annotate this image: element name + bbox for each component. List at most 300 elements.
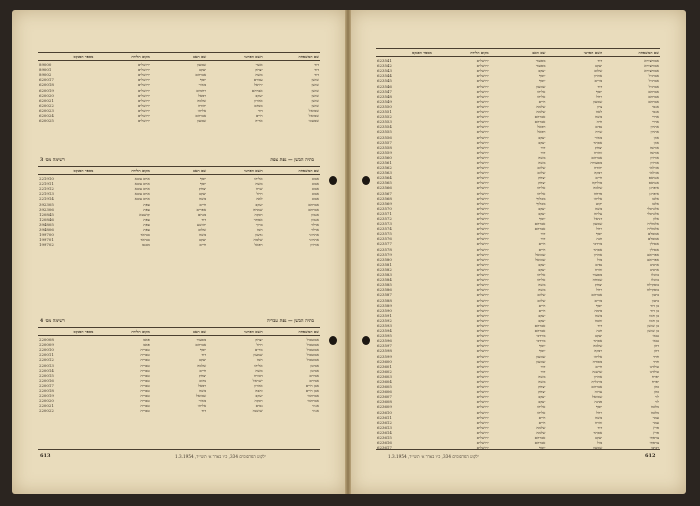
table-cell: 623552 [377,114,392,120]
table-cell: יעקב [538,266,546,272]
table-cell: ירושלים [476,409,489,415]
table-cell: טבריה [140,362,150,368]
table-cell: בן שושן [647,322,659,328]
table-cell: זהרה [594,419,603,425]
table-cell: טבריה [140,352,150,358]
table-cell: דוד [201,352,207,358]
table-cell: ירושלים [476,312,489,318]
table-cell: לאה [595,109,603,115]
table-cell: אוזן [653,134,659,140]
table-cell: 623612 [377,419,392,425]
table-cell: כהן [653,389,659,395]
table-cell: ירושלים [137,97,150,103]
table-cell: שמואל [308,107,319,113]
table-cell: משה [538,373,546,379]
table-cell: לוי [655,399,659,405]
table-cell: 623577 [377,241,392,247]
table-cell: משה [594,312,603,318]
table-cell: יוסף [595,88,603,94]
table-cell: אמסלם [647,236,659,242]
table-cell: ירושלים [476,241,489,247]
column-header: מספר הפנקס [411,50,432,55]
table-cell: שמעוני [308,118,319,124]
table-cell: 623616 [377,440,392,446]
table-cell: ירושלים [137,118,150,124]
table-cell: יעקב [538,139,546,145]
column-header: השם הפרטי [244,329,263,334]
footer-rule [38,449,320,450]
table-cell: שמעון [592,221,603,227]
table-cell: אברהם [534,119,546,125]
table-cell: דהן [653,348,659,354]
table-cell: פרץ [653,424,659,430]
table-cell: 623543 [377,68,392,74]
table-cell: ירושלים [476,103,489,109]
table-cell: ארם צובא [134,181,150,187]
table-cell: שושן [311,92,319,98]
table-cell: ירושלים [476,63,489,69]
table-cell: 623609 [377,404,392,410]
table-cell: 623576 [377,236,392,242]
table-cell: שלום [537,297,546,303]
table-cell: רפאל [537,124,546,130]
table-cell: חיים [595,363,603,369]
table-cell: יעקב [255,92,263,98]
table-cell: שמואל [308,113,319,119]
column-header: מספר הפנקס [73,329,94,334]
table-cell: שלמה [253,237,263,243]
table-cell: מנחם [254,102,263,108]
table-cell: 220012 [38,357,54,363]
table-cell: אבוב [311,176,319,182]
table-cell: גבאי [652,338,659,344]
table-cell: חדד [652,353,659,359]
table-cell: דוד [597,322,603,328]
table-cell: 623546 [377,83,392,89]
table-cell: 220011 [38,352,54,358]
table-cell: 120846 [38,216,54,222]
table-cell: אברהם [195,113,207,119]
table-cell: 623600 [377,358,392,364]
table-header [38,327,320,336]
table-cell: אסתר [253,216,263,222]
table-cell: ירושלים [476,68,489,74]
right-page-number: 612 [645,453,656,459]
table-cell: אשר [255,62,263,68]
table-cell: משה [255,72,263,78]
table-cell: מרדכי [536,338,546,344]
table-cell: ירושלים [476,144,489,150]
table-cell: אברהמי [307,393,319,399]
table-cell: עזיזה [594,389,603,395]
table-cell: עמרם [253,77,263,83]
table-cell: שמואל [535,251,546,257]
table-cell: 623573 [377,221,392,227]
table-cell: 623581 [377,261,392,267]
table-cell: אבוטבול [306,347,319,353]
table-cell: יוסף [199,347,207,353]
table-cell: אטיאס [648,175,659,181]
table-cell: רביבו [651,445,659,451]
table-cell: ירושלים [476,435,489,441]
table-cell: 220017 [38,382,54,388]
table-cell: אסתר [593,338,603,344]
column-header: שם האב [193,54,207,59]
table-cell: 623593 [377,322,392,328]
table-cell: יצחק [255,67,263,73]
table-cell: חיים [255,113,263,119]
table-cell: יוסף [539,73,546,79]
table-cell: ירושלים [476,180,489,186]
table-cell: 623590 [377,307,392,313]
table-cell: ירושלים [476,440,489,446]
table-cell: ירושלים [476,73,489,79]
table-cell: 623557 [377,139,392,145]
table-cell: אברהם [534,435,546,441]
table-cell: אגוזי [312,403,319,409]
table-cell: שמעון [253,352,263,358]
table-cell: ירושלים [476,399,489,405]
table-cell: לוי [655,394,659,400]
table-cell: 623545 [377,78,392,84]
table-cell: 623606 [377,389,392,395]
table-cell: משה [255,367,263,373]
table-cell: 623566 [377,185,392,191]
table-cell: אגסי [652,103,659,109]
table-cell: טבריה [140,398,150,404]
table-cell: 623562 [377,165,392,171]
table-cell: 623541 [377,58,392,64]
table-cell: אבן חיים [305,388,319,394]
table-cell: 623563 [377,170,392,176]
table-cell: ברוך [255,221,263,227]
table-cell: רבקה [254,211,263,217]
table-cell: 620023 [38,107,54,113]
table-cell: אליהו [536,272,546,278]
table-cell: אליהו [254,176,263,182]
table-cell: 392306 [38,206,54,212]
table-cell: 623597 [377,343,392,349]
table-cell: מסעודה [590,159,603,165]
table-cell: 394806 [38,227,54,233]
table-cell: צפת [143,216,150,222]
table-cell: מרים [594,78,603,84]
table-cell: ירושלים [476,226,489,232]
table-cell: רפאל [198,92,207,98]
table-cell: ירושלים [476,78,489,84]
table-cell: מסעוד [535,63,546,69]
table-cell: חיה [596,119,603,125]
table-cell: רחל [596,226,603,232]
column-header: מספר הפנקס [73,168,94,173]
table-header [38,52,320,61]
table-cell: ירושלים [476,88,489,94]
table-cell: דוד [257,107,263,113]
table-cell: אבוב [311,181,319,187]
table-cell: שושן [311,77,319,83]
table-cell: ירושלים [476,414,489,420]
table-cell: 623582 [377,266,392,272]
table-cell: אלמליח [647,226,659,232]
table-cell: מלכה [650,404,659,410]
table-cell: מרים [594,297,603,303]
table-cell: 623578 [377,246,392,252]
table-cell: אליהו [254,362,263,368]
table-cell: שלמה [536,429,546,435]
table-cell: בן חמו [649,317,659,323]
table-cell: אפריאט [647,256,659,262]
table-cell: אליהו [197,107,207,113]
table-cell: אהרוני [309,232,319,238]
table-cell: ירושלים [137,82,150,88]
right-footer: ילקוט הפרסומים 334, כ״ו באדר א׳ תשי״ד, 1.3.1954 [388,454,479,459]
table-cell: 623564 [377,175,392,181]
table-cell: 221914 [38,196,54,202]
table-cell: יוסף [199,176,207,182]
table-cell: אדרי [651,114,659,120]
table-cell: ירושלים [476,195,489,201]
table-cell: 623570 [377,205,392,211]
table-cell: זהבה [255,388,263,394]
table-cell: אוחנה [649,144,659,150]
table-cell: מאיר [198,82,207,88]
table-cell: דוד [597,83,603,89]
table-cell: 623610 [377,409,392,415]
table-cell: ירושלים [476,185,489,191]
table-cell: מסודה [592,358,603,364]
table-cell: שלום [537,170,546,176]
table-cell: אבוחצירא [644,68,659,74]
table-cell: ארביב [649,266,659,272]
table-cell: יעקב [538,394,546,400]
table-cell: 89001 [38,67,52,73]
table-cell: אבן חיים [305,382,319,388]
table-cell: ירושלים [476,190,489,196]
table-cell: אריה [255,118,263,124]
table-cell: יעקב [595,333,603,339]
table-cell: ירושלים [476,216,489,221]
table-cell: 623555 [377,129,392,135]
table-cell: ירושלים [476,445,489,451]
table-cell: אגמון [311,211,319,217]
table-cell: אפריאט [647,251,659,257]
table-cell: 623567 [377,190,392,196]
table-cell: אליהו [536,404,546,410]
table-cell: יצחק [537,175,546,181]
table-cell: משה [198,388,207,394]
table-cell: יעקב [595,63,603,69]
column-header: מקום הלידה [131,329,150,334]
table-cell: 623554 [377,124,392,130]
table-cell: שלמה [197,362,207,368]
table-cell: ביטון [651,297,659,303]
table-cell: ירושלים [476,333,489,339]
table-cell: ירושלים [476,419,489,425]
table-cell: אברהם [308,201,319,207]
table-cell: ירושלים [476,368,489,374]
table-cell: סימה [594,307,603,313]
table-cell: אברהם [648,98,659,104]
table-cell: 620018 [38,82,54,88]
table-cell: אבוחצירא [644,63,659,69]
table-cell: ירושלים [476,134,489,140]
table-cell: טבריה [140,357,150,363]
table-cell: אברגיל [648,73,659,79]
table-cell: מזל [596,440,603,446]
table-cell: ירושלים [476,363,489,369]
table-cell: מנחם [197,211,207,217]
table-cell: יצחק [594,144,603,150]
table-cell: ירושלים [476,98,489,104]
table-cell: ירושלים [476,429,489,435]
table-cell: ירושלים [476,165,489,171]
table-cell: חיים [199,201,207,207]
table-cell: שמעון [592,445,603,451]
table-cell: דוד [540,144,546,150]
table-cell: יעקב [538,134,546,140]
table-cell: 623542 [377,63,392,69]
table-cell: משה [594,414,603,420]
table-cell: עליזה [593,210,603,216]
table-cell: רפאל [537,129,546,135]
table-cell: 623585 [377,282,392,288]
table-cell: יעקב [255,393,263,399]
table-cell: אברהם [308,206,319,212]
table-cell: איפרגן [649,185,659,191]
table-cell: בגדאד [140,232,150,238]
table-cell: 623580 [377,256,392,262]
table-cell: אביטן [310,367,319,373]
table-cell: עמר [652,414,659,420]
table-cell: טבריה [140,372,150,378]
column-header: השם הפרטי [583,50,603,55]
table-cell: אבוב [311,186,319,192]
table-cell: יהושע [196,221,207,227]
left-bottom-table [38,327,320,414]
table-cell: שרה [255,186,263,192]
table-cell: יקוט [595,200,603,206]
table-cell: אסתר [593,246,603,252]
table-cell: 623565 [377,180,392,186]
table-cell: 199701 [38,237,54,243]
table-cell: 623574 [377,226,392,232]
table-cell: אדרי [651,119,659,125]
table-cell: פנינה [594,399,603,405]
table-cell: ירושלים [476,119,489,125]
table-cell: פאס [143,342,150,348]
table-cell: פרחה [593,190,603,196]
table-cell: בן שושן [647,328,659,334]
left-footer: ילקוט הפרסומים 334, כ״ו באדר א׳ תשי״ד, 1.3.1954 [175,454,266,459]
table-cell: 623599 [377,353,392,359]
table-cell: 620025 [38,118,54,124]
table-cell: ירושלים [137,92,150,98]
table-cell: אהרון [593,251,603,257]
table-cell: בוסקילה [646,282,659,288]
table-cell: 220013 [38,362,54,368]
table-cell: חנה [256,227,263,233]
table-cell: אבוב [311,196,319,202]
table-cell: יוסף [539,78,546,84]
table-cell: ירושלים [476,114,489,120]
table-cell: שושן [311,87,319,93]
table-cell: ירושלים [476,282,489,288]
table-cell: ירושלים [476,154,489,160]
table-cell: 220020 [38,398,54,404]
table-cell: משה [198,196,207,202]
table-cell: 623556 [377,134,392,140]
table-cell: 623548 [377,93,392,99]
table-cell: ירושלים [476,317,489,323]
table-cell: צפת [143,206,150,212]
table-cell: 623588 [377,297,392,303]
table-cell: אליהו [536,277,546,283]
table-cell: ארם צובא [134,186,150,192]
table-cell: שלמה [536,103,546,109]
table-cell: אברהם [534,114,546,120]
table-cell: צרפתי [649,435,659,441]
table-cell: חיים [538,241,546,247]
table-cell: אסתר [593,139,603,145]
table-cell: ירושלים [476,348,489,354]
table-cell: מרדכי [536,333,546,339]
column-header: מקום הלידה [131,168,150,173]
table-cell: יפרח [651,379,659,384]
table-cell: אלון [652,216,659,221]
table-cell: ירושלים [476,328,489,334]
table-cell: ביטון [651,292,659,298]
table-cell: 221913 [38,191,54,197]
table-cell: אזולאי [649,165,659,171]
column-header: שם האב [532,50,546,55]
table-cell: ירושלים [137,67,150,73]
table-cell: ירושלים [476,277,489,283]
table-cell: שלום [198,227,207,233]
table-cell: ארם צובא [134,176,150,182]
table-cell: יחיאל [254,82,263,88]
table-cell: 623558 [377,144,392,150]
table-cell: אברהם [648,88,659,94]
table-cell: ירושלים [476,394,489,400]
table-cell: מסעוד [196,337,207,343]
table-cell: שמחה [252,206,263,212]
table-cell: 623591 [377,312,392,318]
table-cell: 220009 [38,342,54,348]
table-cell: אסתר [593,429,603,435]
table-cell: נסים [595,124,603,130]
table-cell: אברהם [591,292,603,298]
table-cell: יעקב [199,67,207,73]
table-cell: אברהם [534,328,546,334]
table-cell: 623586 [377,287,392,293]
table-row [38,118,320,123]
table-cell: אדלר [311,227,319,233]
table-cell: יעקב [538,312,546,318]
table-header [38,166,320,175]
table-cell: אדלר [311,221,319,227]
column-header: שם המשפחה [298,54,319,59]
table-cell: 220021 [38,403,54,409]
table-cell: שלמה [593,343,603,349]
table-cell: מכלוף [536,200,546,206]
table-cell: יעקב [255,201,263,207]
table-cell: ירושלים [137,77,150,83]
table-cell: שמעון [536,358,546,364]
table-cell: ירושלים [476,266,489,272]
table-cell: יוסף [539,216,546,221]
table-cell: 89002 [38,72,52,78]
table-cell: דוד [597,424,603,430]
